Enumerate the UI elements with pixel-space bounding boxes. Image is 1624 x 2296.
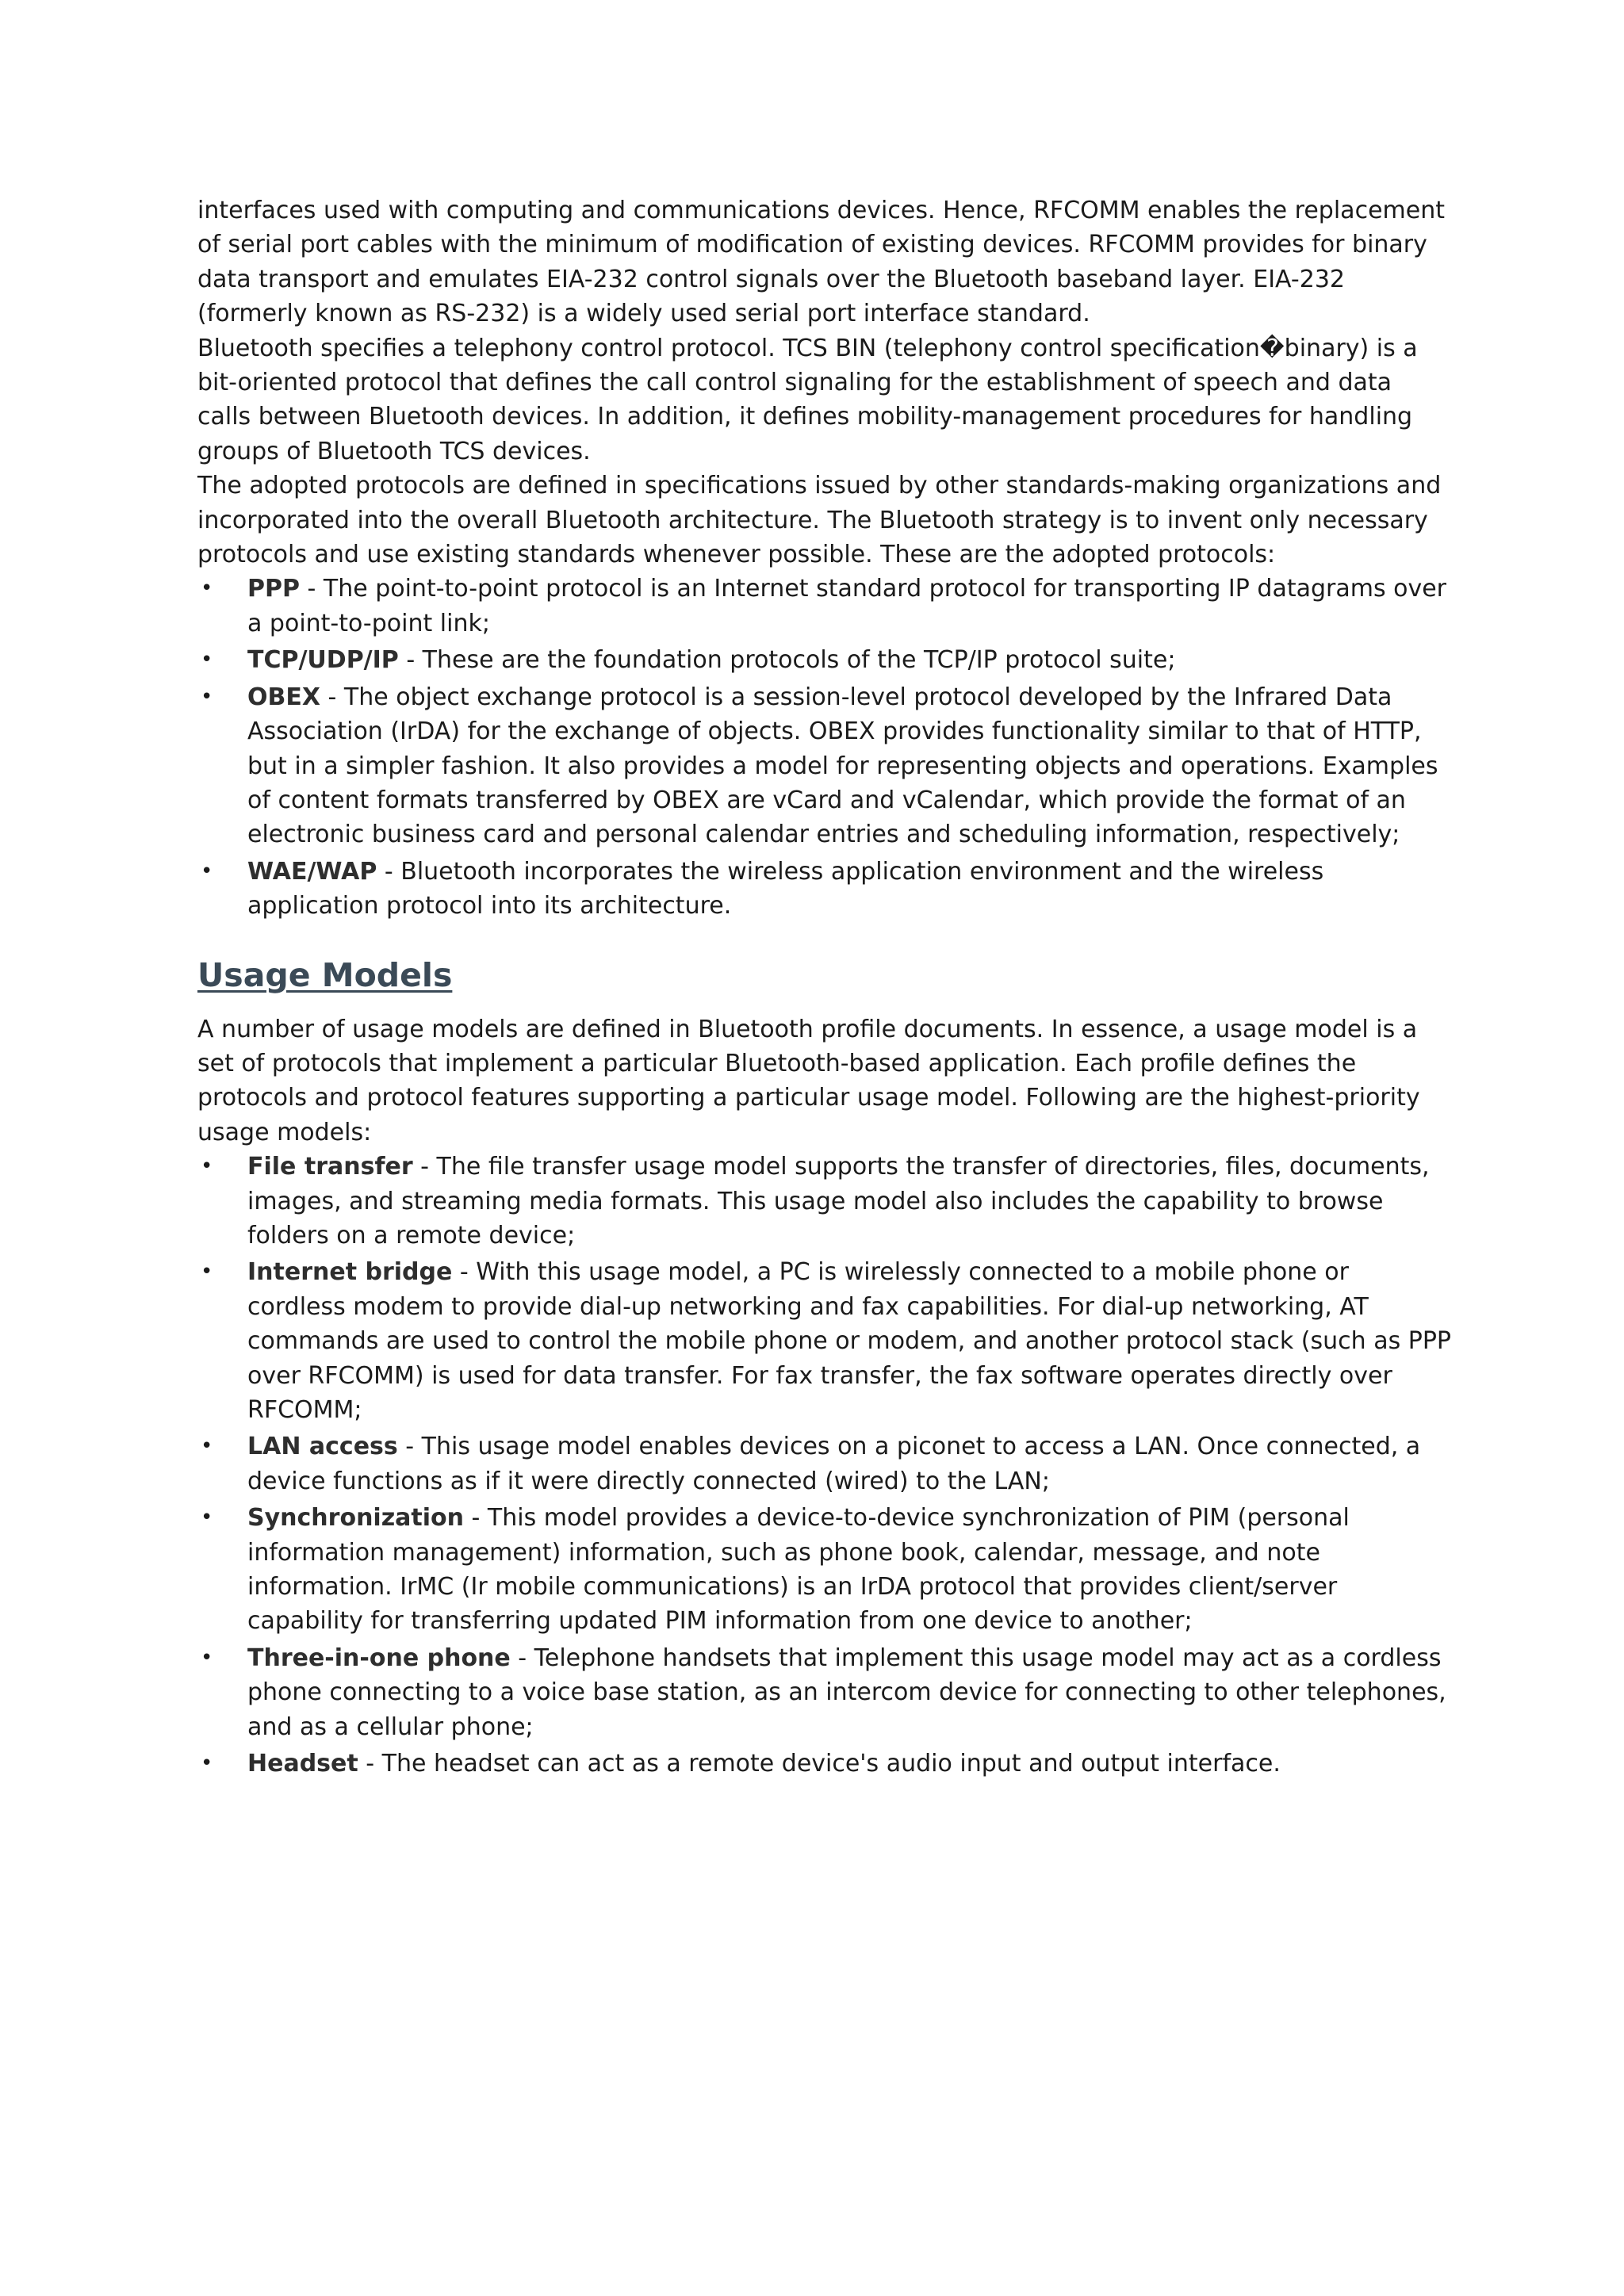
description-file-transfer: - The file transfer usage model supports the transfer of directories, files, documents, images, and streaming media formats. This usage model also includes the capability to browse folders on a remote device; <box>247 1153 1430 1249</box>
paragraph-adopted-protocols: The adopted protocols are defined in specifications issued by other standards-making organizations and incorporated into the overall Bluetooth architecture. The Bluetooth strategy is to invent only necessary protocols and use existing standards whenever possible. These are the adopted protocols: <box>197 472 1442 569</box>
description-wae-wap: - Bluetooth incorporates the wireless application environment and the wireless application protocol into its architecture. <box>247 857 1324 920</box>
paragraph-rfcomm: interfaces used with computing and communications devices. Hence, RFCOMM enables the replacement of serial port cables with the minimum of modification of existing devices. RFCOMM provides for binary data transport and emulates EIA-232 control signals over the Bluetooth baseband layer. EIA-232 (formerly known as RS-232) is a widely used serial port interface standard. <box>197 197 1445 328</box>
description-obex: - The object exchange protocol is a session-level protocol developed by the Infrared Data Association (IrDA) for the exchange of objects. OBEX provides functionality similar to that of HTTP, but in a simpler fashion. It also provides a model for representing objects and operations. Examples of content formats transferred by OBEX are vCard and vCalendar, which provide the format of an electronic business card and personal calendar entries and scheduling information, respectively; <box>247 683 1438 849</box>
term-internet-bridge: Internet bridge <box>247 1258 453 1287</box>
bullet-icon: • <box>201 1506 213 1530</box>
section-heading-usage-models: Usage Models <box>197 955 453 994</box>
paragraph-usage-intro: A number of usage models are defined in Bluetooth profile documents. In essence, a usage model is a set of protocols that implement a particular Bluetooth-based application. Each profile defines the protocols and protocol features supporting a particular usage model. Following are the highest-priority usage models: <box>197 1015 1420 1146</box>
bullet-icon: • <box>201 1645 213 1670</box>
adopted-protocols-list <box>197 572 1452 923</box>
description-synchronization: - This model provides a device-to-device synchronization of PIM (personal information management) information, such as phone book, calendar, message, and note information. IrMC (Ir mobile communications) is an IrDA protocol that provides client/server capability for transferring updated PIM information from one device to another; <box>247 1504 1350 1636</box>
term-file-transfer: File transfer <box>247 1153 413 1181</box>
list-item-internet-bridge <box>197 1255 1452 1427</box>
description-lan-access: - This usage model enables devices on a piconet to access a LAN. Once connected, a device functions as if it were directly connected (wired) to the LAN; <box>247 1433 1421 1495</box>
list-item-headset <box>197 1747 1452 1781</box>
list-item-tcp-udp-ip <box>197 643 1452 677</box>
list-item-wae-wap <box>197 855 1452 924</box>
bullet-icon: • <box>201 1260 213 1284</box>
bullet-icon: • <box>201 1751 213 1776</box>
description-headset: - The headset can act as a remote device's audio input and output interface. <box>358 1750 1281 1778</box>
list-item-obex <box>197 680 1452 852</box>
description-ppp: - The point-to-point protocol is an Internet standard protocol for transporting IP datagrams over a point-to-point link; <box>247 575 1447 637</box>
term-tcp-udp-ip: TCP/UDP/IP <box>247 646 399 675</box>
bullet-icon: • <box>201 684 213 709</box>
term-ppp: PPP <box>247 575 300 603</box>
list-item-file-transfer <box>197 1150 1452 1253</box>
list-item-ppp <box>197 572 1452 641</box>
usage-models-list <box>197 1150 1452 1781</box>
list-item-lan-access <box>197 1429 1452 1498</box>
description-tcp-udp-ip: - These are the foundation protocols of the TCP/IP protocol suite; <box>398 646 1176 675</box>
bullet-icon: • <box>201 1154 213 1179</box>
term-three-in-one-phone: Three-in-one phone <box>247 1644 511 1672</box>
bullet-icon: • <box>201 859 213 883</box>
description-three-in-one-phone: - Telephone handsets that implement this usage model may act as a cordless phone connecting to a voice base station, as an intercom device for connecting to other telephones, and as a cellular phone; <box>247 1644 1446 1741</box>
description-internet-bridge: - With this usage model, a PC is wirelessly connected to a mobile phone or cordless modem to provide dial-up networking and fax capabilities. For dial-up networking, AT commands are used to control the mobile phone or modem, and another protocol stack (such as PPP over RFCOMM) is used for data transfer. For fax transfer, the fax software operates directly over RFCOMM; <box>247 1258 1452 1424</box>
document-page <box>197 193 1452 1783</box>
bullet-icon: • <box>201 576 213 601</box>
term-synchronization: Synchronization <box>247 1504 465 1533</box>
term-wae-wap: WAE/WAP <box>247 857 377 886</box>
bullet-icon: • <box>201 1434 213 1459</box>
term-obex: OBEX <box>247 683 320 711</box>
list-item-three-in-one-phone <box>197 1641 1452 1744</box>
paragraph-tcs-bin: Bluetooth specifies a telephony control protocol. TCS BIN (telephony control specification�binary) is a bit-oriented protocol that defines the call control signaling for the establishment of speech and data calls between Bluetooth devices. In addition, it defines mobility-management procedures for handling groups of Bluetooth TCS devices. <box>197 334 1418 465</box>
term-lan-access: LAN access <box>247 1433 398 1461</box>
bullet-icon: • <box>201 648 213 672</box>
term-headset: Headset <box>247 1750 358 1778</box>
list-item-synchronization <box>197 1501 1452 1639</box>
